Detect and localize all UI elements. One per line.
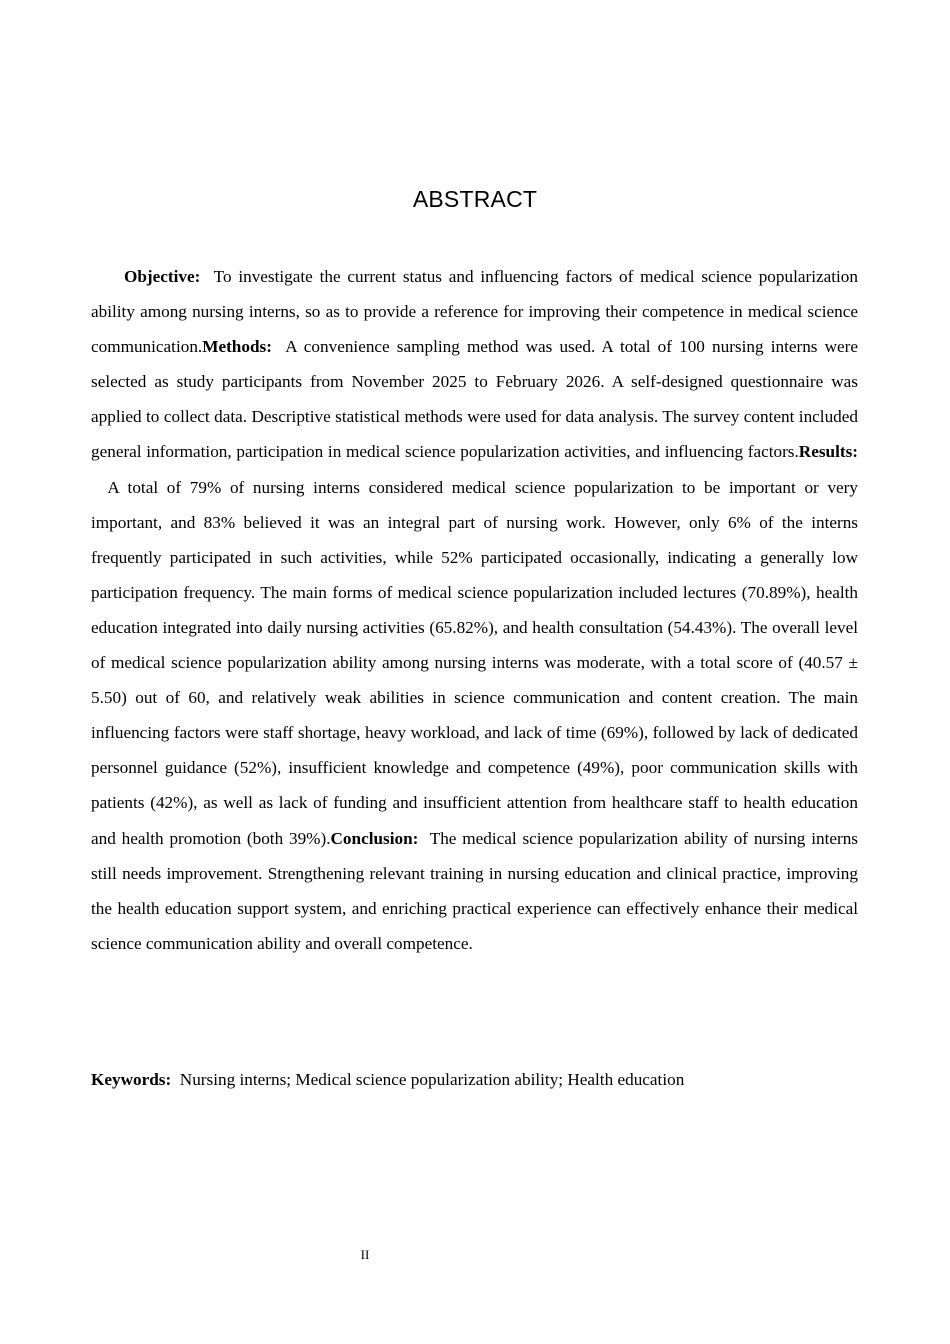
methods-text: A convenience sampling method was used. A total of 100 nursing interns were selected as study participants from November 2025 to February 2026. A self-designed questionnaire was applied to collect data. Descriptive statistical methods were used for data analysis. The survey content included general information, participation in medical science popularization activities, and influencing factors. [91, 337, 858, 462]
abstract-title: ABSTRACT [412, 186, 538, 212]
objective-label: Objective: [124, 267, 201, 286]
conclusion-label: Conclusion: [330, 828, 419, 848]
methods-label: Methods: [202, 337, 272, 357]
conclusion-text: The medical science popularization ability of nursing interns still needs improvement. Strengthening relevant training in nursing education and clinical practice, improving the health education support system, and enriching practical experience can effectively enhance their medical science communication ability and overall competence. [91, 828, 858, 953]
objective-text: To investigate the current status and influencing factors of medical science popularization ability among nursing interns, so as to provide a reference for improving their competence in medical science communication. [91, 267, 858, 357]
results-text: A total of 79% of nursing interns considered medical science popularization to be important or very important, and 83% believed it was an integral part of nursing work. However, only 6% of the interns frequently participated in such activities, while 52% participated occasionally, indicating a generally low participation frequency. The main forms of medical science popularization included lectures (70.89%), health education integrated into daily nursing activities (65.82%), and health consultation (54.43%). The overall level of medical science popularization ability among nursing interns was moderate, with a total score of (40.57 ± 5.50) out of 60, and relatively weak abilities in science communication and content creation. The main influencing factors were staff shortage, heavy workload, and lack of time (69%), followed by lack of dedicated personnel guidance (52%), insufficient knowledge and competence (49%), poor communication skills with patients (42%), as well as lack of funding and insufficient attention from healthcare staff to health education and health promotion (both 39%). [91, 477, 858, 848]
page-number: II [360, 1247, 370, 1262]
keywords-text: Nursing interns; Medical science popularization ability; Health education [179, 1070, 685, 1089]
keywords-line [91, 1062, 858, 1097]
results-label: Results: [798, 442, 858, 462]
keywords-label: Keywords: [91, 1070, 172, 1089]
abstract-body [91, 259, 858, 961]
